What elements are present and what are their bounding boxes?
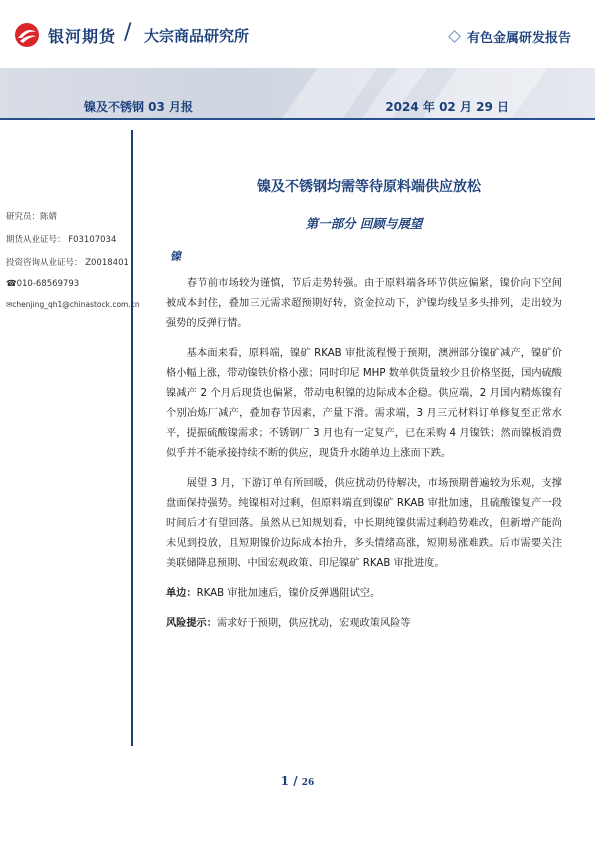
report-header <box>0 0 595 118</box>
strategy-label: 单边： <box>166 588 197 599</box>
analyst-name: 研究员：陈婧 <box>6 212 58 222</box>
paragraph: 基本面来看，原料端，镍矿 RKAB 审批流程慢于预期，澳洲部分镍矿减产，镍矿价格小幅上涨，带动镍铁价格小涨；同时印尼 MHP 数单供货量较少且价格坚挺，国内硫酸镍减产 2 个月后现货也偏紧，带动电积镍的边际成本企稳。供应端，2 月国内精炼镍有个别冶炼厂减产，叠加春节因素，产量下滑。需求端，3 月三元材料订单修复至正常水平，提振硫酸镍需求；不锈钢厂 3 月也有一定复产，已在采购 4 月镍铁；然而镍板消费似乎并不能承接持续不断的供应，现货升水随单边上涨而下跌。 <box>166 348 562 459</box>
sub-heading: 镍 <box>170 250 181 263</box>
page-number <box>0 774 595 788</box>
page-separator: / <box>293 774 298 788</box>
paragraph: 春节前市场较为谨慎，节后走势转强。由于原料端各环节供应偏紧，镍价向下空间被成本封住，叠加三元需求超预期好转，资金拉动下，沪镍均线呈多头排列，走出较为强势的反弹行情。 <box>166 278 562 329</box>
analyst-phone: ☎010-68569793 <box>6 279 80 289</box>
futures-license: 期货从业证号： F03107034 <box>6 235 117 245</box>
paragraph: 展望 3 月，下游订单有所回暖，供应扰动仍待解决，市场预期普遍较为乐观，支撑盘面保持强势。纯镍相对过剩，但原料端直到镍矿 RKAB 审批加速，且硫酸镍复产一段时间后才有望回落。虽然从已知规划看，中长期纯镍供需过剩趋势难改，但新增产能尚未见到投放，且短期镍价边际成本抬升，多头情绪高涨，短期易涨难跌。后市需要关注美联储降息预期、中国宏观政策、印尼镍矿 RKAB 审批进度。 <box>166 478 562 569</box>
section-title: 第一部分 回顾与展望 <box>305 216 423 231</box>
advisory-license: 投资咨询从业证号： Z0018401 <box>6 258 129 268</box>
single-side-strategy <box>166 584 562 604</box>
analyst-sidebar <box>6 210 140 320</box>
total-pages: 26 <box>301 778 315 788</box>
document-title: 镍及不锈钢均需等待原料端供应放松 <box>257 179 481 195</box>
report-subtitle: 镍及不锈钢 03 月报 <box>84 100 194 114</box>
risk-label: 风险提示： <box>166 618 217 629</box>
risk-text: 需求好于预期，供应扰动，宏观政策风险等 <box>216 618 411 629</box>
report-type-label: 有色金属研发报告 <box>466 31 571 46</box>
galaxy-logo-icon <box>14 22 40 48</box>
strategy-text: RKAB 审批加速后，镍价反弹遇阻试空。 <box>196 588 381 599</box>
main-content <box>166 150 562 634</box>
brand-divider: / <box>124 20 132 45</box>
institute-name: 大宗商品研究所 <box>144 27 250 45</box>
risk-warning <box>166 614 562 634</box>
header-divider <box>0 118 595 120</box>
report-type <box>450 27 571 46</box>
report-date: 2024 年 02 月 29 日 <box>385 100 509 114</box>
brand-name: 银河期货 <box>48 27 117 46</box>
current-page: 1 <box>280 774 290 788</box>
band-decoration <box>282 68 377 118</box>
analyst-email[interactable]: ✉chenjing_qh1@chinastock.com.cn <box>6 300 140 309</box>
header-top <box>0 0 595 68</box>
diamond-icon <box>448 30 461 43</box>
